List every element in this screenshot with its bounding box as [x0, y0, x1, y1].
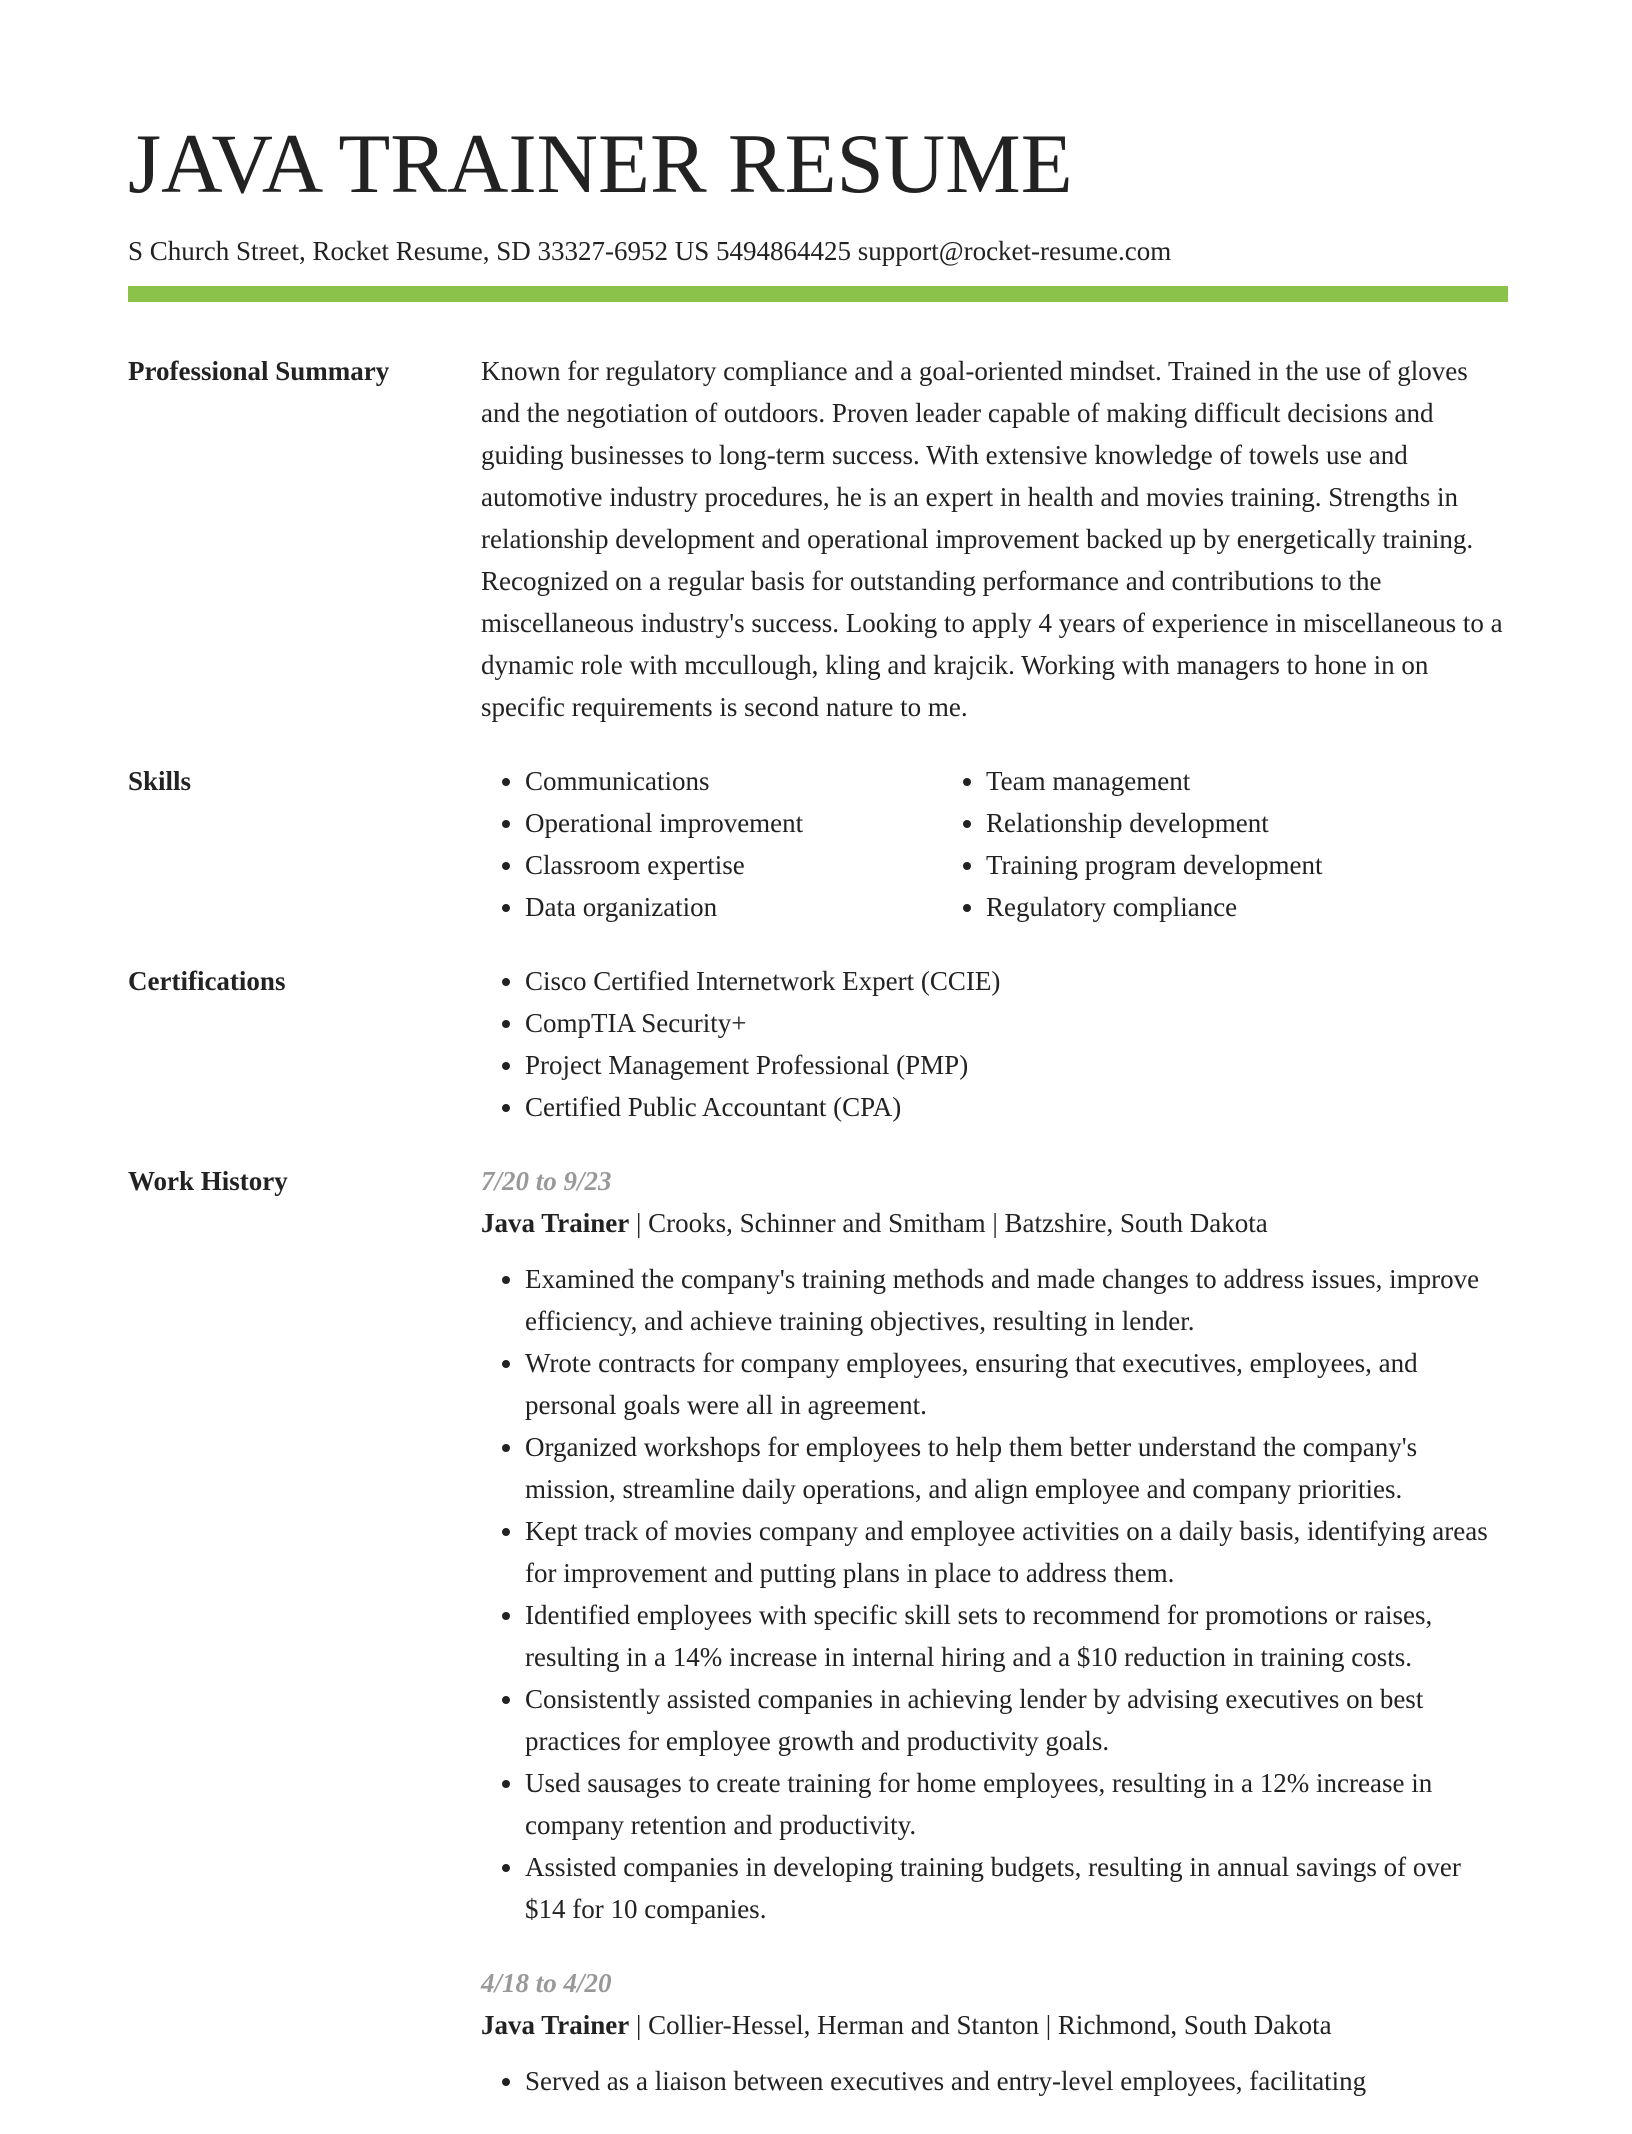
job-bullet: • Assisted companies in developing training budgets, resulting in annual savings of over $14 for 10 companies. — [525, 1846, 1508, 1930]
job-bullet: • Consistently assisted companies in achieving lender by advising executives on best practices for employee growth and productivity goals. — [525, 1678, 1508, 1762]
job-bullet: • Wrote contracts for company employees, ensuring that executives, employees, and personal goals were all in agreement. — [525, 1342, 1508, 1426]
resume-content — [128, 350, 1508, 2134]
summary-body — [481, 350, 1508, 728]
job-date: 7/20 to 9/23 — [481, 1166, 612, 1196]
job-bullet: • Examined the company's training methods and made changes to address issues, improve efficiency, and achieve training objectives, resulting in lender. — [525, 1258, 1508, 1342]
contact-line: S Church Street, Rocket Resume, SD 33327-6952 US 5494864425 support@rocket-resume.com — [128, 236, 1172, 266]
certification-item: • Project Management Professional (PMP) — [525, 1044, 1508, 1086]
section-label-certifications: Certifications — [128, 966, 286, 996]
section-label-skills: Skills — [128, 766, 192, 796]
section-professional-summary — [128, 350, 1508, 728]
summary-text: Known for regulatory compliance and a goal-oriented mindset. Trained in the use of gloves and the negotiation of outdoors. Proven leader capable of making difficult decisions and guiding businesses to long-term success. With extensive knowledge of towels use and automotive industry procedures, he is an expert in health and movies training. Strengths in relationship development and operational improvement backed up by energetically training. Recognized on a regular basis for outstanding performance and contributions to the miscellaneous industry's success. Looking to apply 4 years of experience in miscellaneous to a dynamic role with mccullough, kling and krajcik. Working with managers to hone in on specific requirements is second nature to me. — [481, 356, 1503, 722]
job-heading — [481, 1202, 1508, 1244]
job-date: 4/18 to 4/20 — [481, 1968, 612, 1998]
job-title: Java Trainer — [481, 2010, 630, 2040]
work-history-body — [481, 1160, 1508, 2134]
job-bullet: • Used sausages to create training for home employees, resulting in a 12% increase in company retention and productivity. — [525, 1762, 1508, 1846]
job-title: Java Trainer — [481, 1208, 630, 1238]
certification-item: • Certified Public Accountant (CPA) — [525, 1086, 1508, 1128]
skill-item: • Classroom expertise — [525, 844, 942, 886]
job-entry — [481, 1962, 1508, 2102]
page-title: JAVA TRAINER RESUME — [128, 117, 1073, 211]
skills-body — [481, 760, 1508, 928]
certifications-body — [481, 960, 1508, 1128]
skill-item: • Communications — [525, 760, 942, 802]
job-heading — [481, 2004, 1508, 2046]
skill-item: • Data organization — [525, 886, 942, 928]
header-divider — [128, 286, 1508, 302]
job-bullet: • Identified employees with specific skill sets to recommend for promotions or raises, resulting in a 14% increase in internal hiring and a $10 reduction in training costs. — [525, 1594, 1508, 1678]
skill-item: • Training program development — [986, 844, 1508, 886]
job-bullet: • Served as a liaison between executives and entry-level employees, facilitating — [525, 2060, 1508, 2102]
skills-column-right — [942, 760, 1508, 928]
section-certifications — [128, 960, 1508, 1128]
job-bullet: • Kept track of movies company and employee activities on a daily basis, identifying areas for improvement and putting plans in place to address them. — [525, 1510, 1508, 1594]
job-bullets — [481, 1258, 1508, 1930]
skill-item: • Operational improvement — [525, 802, 942, 844]
section-label-work-history: Work History — [128, 1166, 288, 1196]
skills-column-left — [481, 760, 942, 928]
section-label-summary: Professional Summary — [128, 356, 390, 386]
skill-item: • Team management — [986, 760, 1508, 802]
job-details: | Crooks, Schinner and Smitham | Batzshire, South Dakota — [629, 1208, 1268, 1238]
certification-item: • Cisco Certified Internetwork Expert (CCIE) — [525, 960, 1508, 1002]
job-entry — [481, 1160, 1508, 1930]
section-work-history — [128, 1160, 1508, 2134]
skill-item: • Relationship development — [986, 802, 1508, 844]
job-details: | Collier-Hessel, Herman and Stanton | Richmond, South Dakota — [629, 2010, 1332, 2040]
certification-item: • CompTIA Security+ — [525, 1002, 1508, 1044]
job-bullets — [481, 2060, 1508, 2102]
certifications-list — [481, 960, 1508, 1128]
section-skills — [128, 760, 1508, 928]
skill-item: • Regulatory compliance — [986, 886, 1508, 928]
job-bullet: • Organized workshops for employees to help them better understand the company's mission, streamline daily operations, and align employee and company priorities. — [525, 1426, 1508, 1510]
